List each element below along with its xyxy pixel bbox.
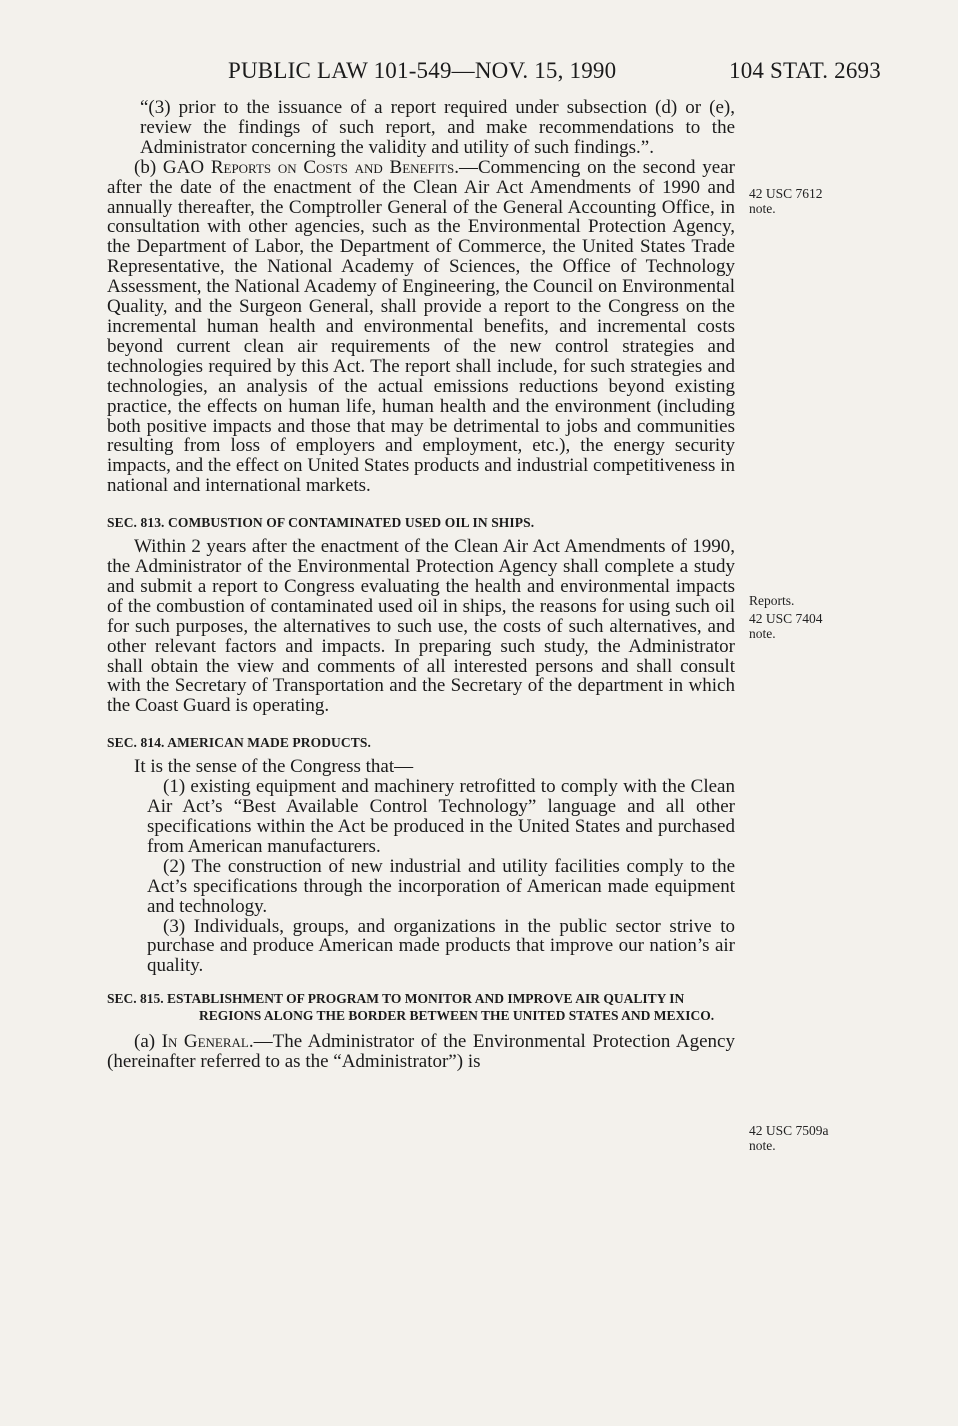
running-header xyxy=(0,58,958,88)
section-815a-prefix: (a) xyxy=(134,1031,162,1053)
section-813-text: Within 2 years after the enactment of the Clean Air Act Amendments of 1990, the Administrator of the Environmental Protection Agency shall complete a study and submit a report to Congress evaluating the health and environmental impacts of the combustion of contaminated used oil in ships, the reasons for using such oil for such purposes, the alternatives to such use, the costs of such alternatives, and other relevant factors and impacts. In preparing such study, the Administrator shall obtain the view and comments of all interested persons and shall consult with the Secretary of Transportation and the Secretary of the department in which the Coast Guard is operating. xyxy=(107,536,735,717)
header-stat-page: 104 STAT. 2693 xyxy=(729,58,881,83)
section-813-heading: SEC. 813. COMBUSTION OF CONTAMINATED USED OIL IN SHIPS. xyxy=(107,515,535,531)
margin-note-citation: 42 USC 7612 xyxy=(749,186,823,201)
section-814-item-1: (1) existing equipment and machinery retrofitted to comply with the Clean Air Act’s “Best Available Control Technology” language and all other specifications within the Act be produced in the United States and purchased from American manufacturers. xyxy=(147,776,735,857)
gao-heading: Reports on Costs and Benefits. xyxy=(210,156,459,178)
section-815a-text: —The Administrator of the Environmental Protection Agency (hereinafter referred to as the “Administrator”) is xyxy=(107,1031,735,1073)
margin-note-reports xyxy=(749,593,794,608)
quoted-paragraph-3: “(3) prior to the issuance of a report required under subsection (d) or (e), review the findings of such report, and make recommendations to the Administrator concerning the validity and utility of such findings.”. xyxy=(140,97,735,158)
section-815a-paragraph xyxy=(107,1032,735,1072)
margin-note-label: Reports. xyxy=(749,593,795,608)
section-814-item-2: (2) The construction of new industrial and utility facilities comply to the Act’s specifications through the incorporation of American made equipment and technology. xyxy=(147,855,735,917)
header-title: PUBLIC LAW 101-549—NOV. 15, 1990 xyxy=(228,58,617,83)
margin-note-42-usc-7509a xyxy=(749,1123,829,1153)
section-814-intro: It is the sense of the Congress that— xyxy=(134,756,414,778)
section-815-heading: SEC. 815. ESTABLISHMENT OF PROGRAM TO MONITOR AND IMPROVE AIR QUALITY IN REGIONS ALONG THE BORDER BETWEEN THE UNITED STATES AND MEXICO. xyxy=(107,991,715,1024)
section-814-item-3: (3) Individuals, groups, and organizations in the public sector strive to purchase and produce American made products that improve our nation’s air quality. xyxy=(147,915,735,977)
margin-note-suffix: note. xyxy=(749,201,776,216)
section-814-heading: SEC. 814. AMERICAN MADE PRODUCTS. xyxy=(107,735,371,751)
margin-note-citation: 42 USC 7404 xyxy=(749,611,823,626)
body-text xyxy=(107,98,735,1072)
section-815a-heading: In General. xyxy=(161,1031,254,1053)
gao-reports-paragraph xyxy=(107,158,735,496)
gao-prefix: (b) GAO xyxy=(134,156,211,178)
margin-note-suffix: note. xyxy=(749,626,776,641)
gao-text: —Commencing on the second year after the date of the enactment of the Clean Air Act Amendments of 1990 and annually thereafter, the Comptroller General of the General Accounting Office, in consultation with other agencies, such as the Environmental Protection Agency, the Department of Labor, the Department of Commerce, the United States Trade Representative, the National Academy of Sciences, the Office of Technology Assessment, the National Academy of Engineering, the Council on Environmental Quality, and the Surgeon General, shall provide a report to the Congress on the incremental human health and environmental benefits, and incremental costs beyond current clean air requirements of the new control strategies and technologies required by this Act. The report shall include, for such strategies and technologies, an analysis of the actual emissions reductions beyond existing practice, the effects on human life, human health and the environment (including both positive impacts and those that may be detrimental to jobs and communities resulting from loss of employers and employment, etc.), the energy security impacts, and the effect on United States products and industrial competitiveness in national and international markets. xyxy=(107,156,735,497)
margin-note-42-usc-7612 xyxy=(749,186,823,216)
margin-note-suffix: note. xyxy=(749,1138,776,1153)
margin-note-citation: 42 USC 7509a xyxy=(749,1123,829,1138)
margin-note-42-usc-7404 xyxy=(749,611,823,641)
